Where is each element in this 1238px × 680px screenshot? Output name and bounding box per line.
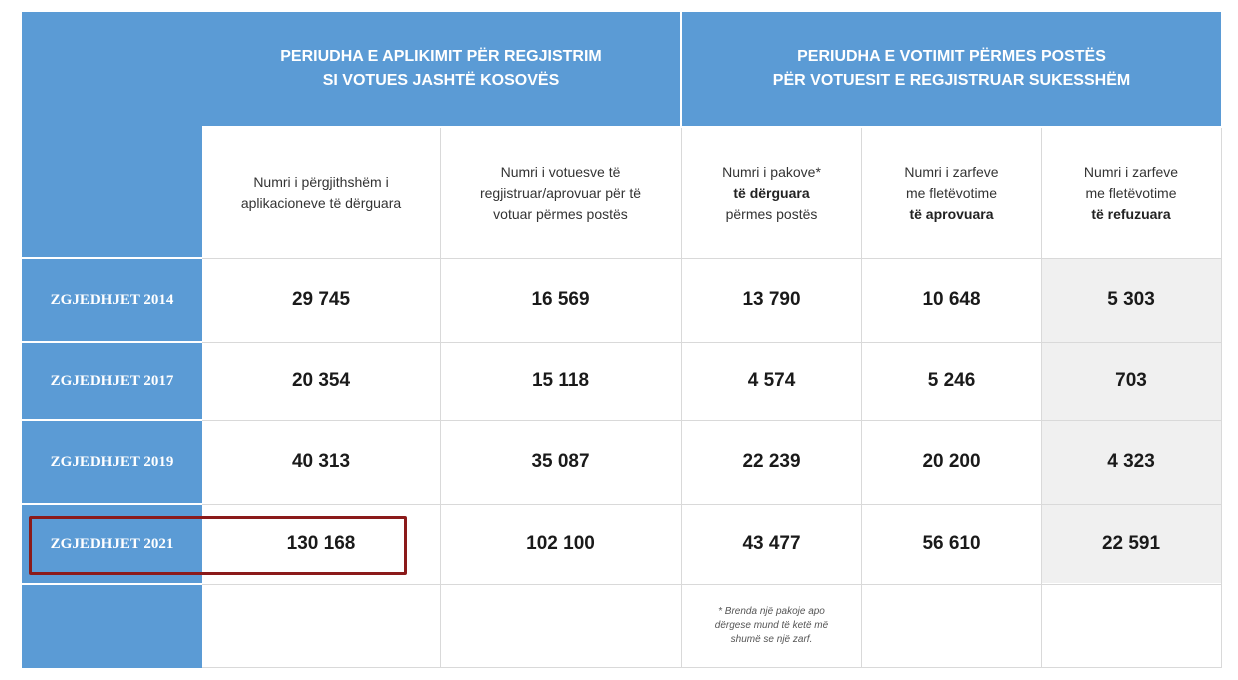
column-header-applications: Numri i përgjithshëm i aplikacioneve të dërguara — [240, 174, 402, 211]
divider — [1041, 128, 1042, 668]
table-cell: 56 610 — [922, 533, 981, 554]
row-label-2019: ZGJEDHJET 2019 — [50, 453, 174, 470]
table-cell: 5 303 — [1107, 289, 1155, 310]
divider — [22, 419, 202, 421]
divider — [681, 128, 682, 668]
divider — [202, 584, 1221, 585]
table-cell: 29 745 — [291, 289, 351, 310]
divider — [202, 504, 1221, 505]
divider — [202, 420, 1221, 421]
table-cell: 35 087 — [531, 451, 590, 472]
column-header-packages: Numri i pakove* të dërguara përmes postës — [722, 163, 821, 222]
table-cell: 10 648 — [922, 289, 981, 310]
column-header-refused: Numri i zarfeve me fletëvotime të refuzuara — [1083, 163, 1179, 222]
row-label-2017: ZGJEDHJET 2017 — [50, 372, 174, 389]
table-cell: 22 239 — [742, 451, 801, 472]
divider — [680, 12, 682, 126]
row-label-2014: ZGJEDHJET 2014 — [50, 291, 174, 308]
table-cell: 20 200 — [922, 451, 981, 472]
divider — [440, 128, 441, 668]
table-cell: 102 100 — [526, 533, 595, 554]
group-header-voting: PERIUDHA E VOTIMIT PËRMES POSTËS PËR VOTUESIT E REGJISTRUAR SUKESSHËM — [772, 48, 1131, 89]
divider — [22, 583, 202, 585]
table-cell: 22 591 — [1101, 533, 1161, 554]
divider — [202, 667, 1221, 668]
table-cell: 4 323 — [1107, 451, 1155, 472]
divider — [22, 257, 202, 259]
table-cell: 40 313 — [291, 451, 351, 472]
table-cell: 4 574 — [747, 370, 796, 391]
table-cell: 130 168 — [286, 533, 356, 554]
row-label-2021: ZGJEDHJET 2021 — [50, 535, 174, 552]
divider — [202, 342, 1221, 343]
divider — [22, 503, 202, 505]
table-cell: 20 354 — [291, 370, 351, 391]
table-cell: 16 569 — [531, 289, 590, 310]
column-header-approved: Numri i zarfeve me fletëvotime të aprovuara — [904, 163, 999, 222]
divider — [1221, 128, 1222, 668]
table-cell: 15 118 — [531, 370, 590, 391]
table-cell: 43 477 — [742, 533, 801, 554]
divider — [202, 258, 1221, 259]
table-cell: 703 — [1115, 370, 1147, 391]
table-cell: 13 790 — [742, 289, 801, 310]
column-header-registered: Numri i votuesve të regjistruar/aprovuar për të votuar përmes postës — [479, 163, 642, 222]
table-cell: 5 246 — [927, 370, 976, 391]
divider — [861, 128, 862, 668]
footnote: * Brenda një pakoje apo dërgese mund të ketë më shumë se një zarf. — [714, 606, 829, 645]
highlight-box-2021 — [29, 516, 407, 575]
divider — [22, 341, 202, 343]
group-header-application: PERIUDHA E APLIKIMIT PËR REGJISTRIM SI VOTUES JASHTË KOSOVËS — [280, 48, 602, 89]
